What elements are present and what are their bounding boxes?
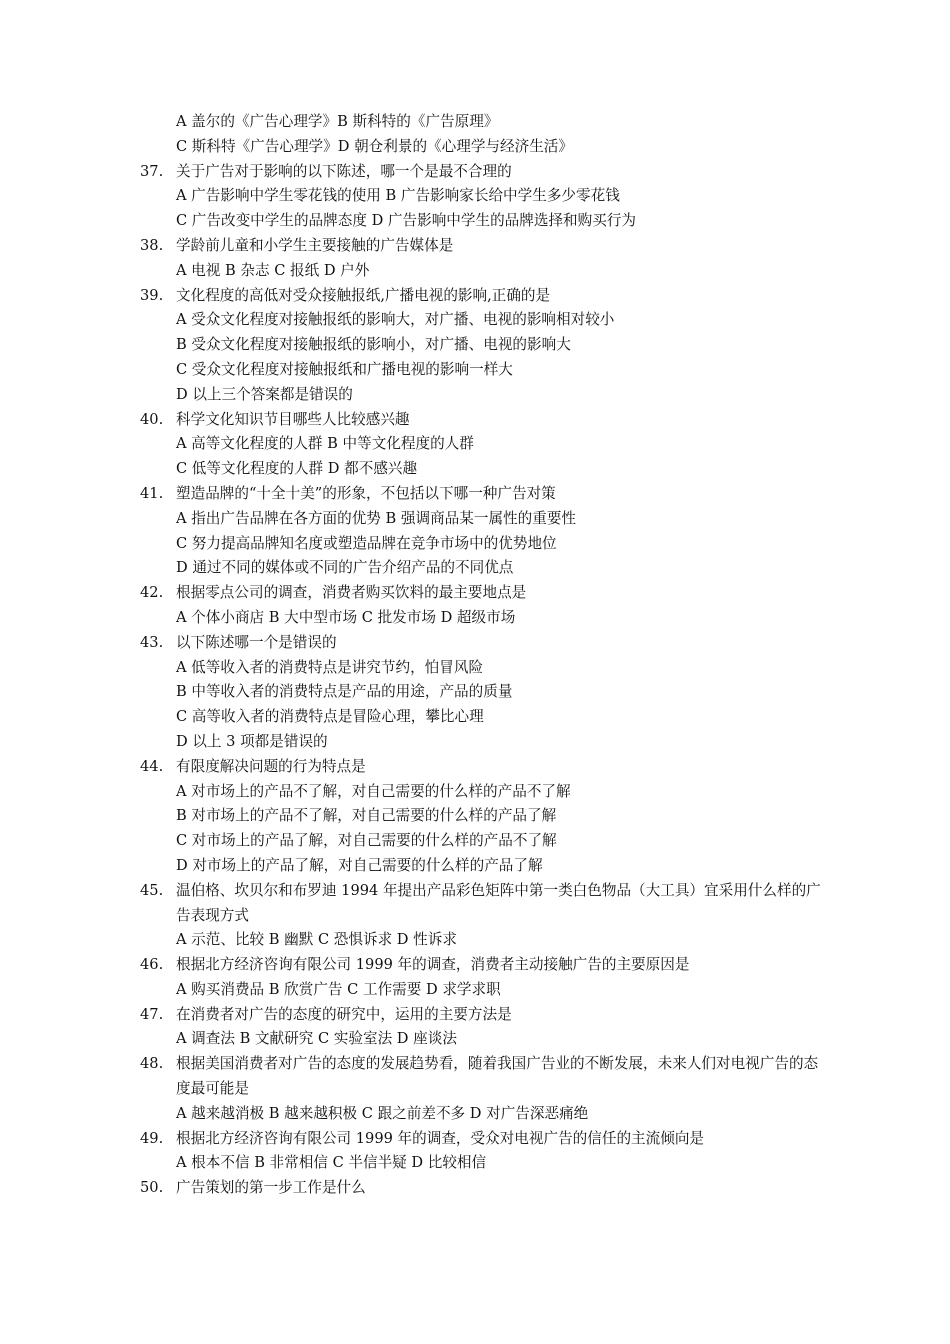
option-line: C 高等收入者的消费特点是冒险心理，攀比心理 [176, 708, 484, 726]
option-line: C 广告改变中学生的品牌态度 D 广告影响中学生的品牌选择和购买行为 [176, 212, 637, 230]
option-line: A 广告影响中学生零花钱的使用 B 广告影响家长给中学生多少零花钱 [176, 187, 620, 205]
option-line: C 努力提高品牌知名度或塑造品牌在竞争市场中的优势地位 [176, 534, 557, 552]
question-number: 42. [140, 584, 164, 602]
option-line: B 对市场上的产品不了解，对自己需要的什么样的产品了解 [176, 807, 557, 825]
question-46 [140, 953, 830, 978]
option-line: A 个体小商店 B 大中型市场 C 批发市场 D 超级市场 [176, 608, 516, 626]
option-line: A 低等收入者的消费特点是讲究节约，怕冒风险 [176, 658, 484, 676]
question-text: 有限度解决问题的行为特点是 [176, 757, 366, 775]
question-text: 学龄前儿童和小学生主要接触的广告媒体是 [176, 236, 454, 254]
question-39 [140, 284, 830, 309]
question-48 [140, 1052, 830, 1102]
question-text: 在消费者对广告的态度的研究中，运用的主要方法是 [176, 1005, 512, 1023]
question-45 [140, 879, 830, 929]
option-line: C 斯科特《广告心理学》D 朝仓利景的《心理学与经济生活》 [176, 137, 573, 155]
option-line: A 高等文化程度的人群 B 中等文化程度的人群 [176, 435, 474, 453]
question-number: 38. [140, 236, 164, 254]
option-line: A 受众文化程度对接触报纸的影响大，对广播、电视的影响相对较小 [176, 311, 615, 329]
option-line: A 盖尔的《广告心理学》B 斯科特的《广告原理》 [176, 113, 499, 130]
question-number: 39. [140, 286, 164, 304]
question-number: 50. [140, 1179, 164, 1197]
option-line: A 越来越消极 B 越来越积极 C 跟之前差不多 D 对广告深恶痛绝 [176, 1104, 589, 1122]
question-text: 根据零点公司的调查，消费者购买饮料的最主要地点是 [176, 584, 527, 602]
option-line: A 调查法 B 文献研究 C 实验室法 D 座谈法 [176, 1030, 457, 1048]
question-text: 文化程度的高低对受众接触报纸,广播电视的影响,正确的是 [176, 286, 551, 304]
question-number: 40. [140, 410, 164, 428]
question-41 [140, 482, 830, 507]
question-49 [140, 1127, 830, 1152]
option-line: D 以上 3 项都是错误的 [176, 732, 328, 750]
question-number: 45. [140, 881, 164, 899]
question-47 [140, 1003, 830, 1028]
option-line: D 以上三个答案都是错误的 [176, 385, 353, 403]
question-text: 科学文化知识节目哪些人比较感兴趣 [176, 410, 410, 428]
option-line: C 受众文化程度对接触报纸和广播电视的影响一样大 [176, 360, 513, 378]
option-line: B 受众文化程度对接触报纸的影响小，对广播、电视的影响大 [176, 336, 571, 354]
question-text: 温伯格、坎贝尔和布罗迪 1994 年提出产品彩色矩阵中第一类白色物品（大工具）宜采用什么样的广告表现方式 [176, 881, 821, 924]
question-text: 根据北方经济咨询有限公司 1999 年的调查，消费者主动接触广告的主要原因是 [176, 956, 690, 974]
question-number: 41. [140, 484, 164, 502]
option-line: A 对市场上的产品不了解，对自己需要的什么样的产品不了解 [176, 782, 571, 800]
question-text: 广告策划的第一步工作是什么 [176, 1179, 366, 1197]
option-line: C 低等文化程度的人群 D 都不感兴趣 [176, 460, 418, 478]
question-37 [140, 160, 830, 185]
option-line: C 对市场上的产品了解，对自己需要的什么样的产品不了解 [176, 832, 557, 850]
question-43 [140, 631, 830, 656]
option-line: A 电视 B 杂志 C 报纸 D 户外 [176, 261, 370, 279]
question-number: 44. [140, 757, 164, 775]
option-line: B 中等收入者的消费特点是产品的用途，产品的质量 [176, 683, 513, 701]
option-line: D 对市场上的产品了解，对自己需要的什么样的产品了解 [176, 856, 543, 874]
question-list [140, 110, 830, 1201]
question-40 [140, 408, 830, 433]
question-text: 以下陈述哪一个是错误的 [176, 633, 337, 651]
question-text: 根据美国消费者对广告的态度的发展趋势看，随着我国广告业的不断发展，未来人们对电视广告的态度最可能是 [176, 1055, 819, 1098]
question-44 [140, 755, 830, 780]
option-line: A 根本不信 B 非常相信 C 半信半疑 D 比较相信 [176, 1154, 487, 1172]
question-number: 37. [140, 162, 164, 180]
question-number: 46. [140, 956, 164, 974]
question-50 [140, 1176, 830, 1201]
question-number: 43. [140, 633, 164, 651]
question-number: 49. [140, 1129, 164, 1147]
option-line: A 示范、比较 B 幽默 C 恐惧诉求 D 性诉求 [176, 931, 457, 949]
option-line: A 指出广告品牌在各方面的优势 B 强调商品某一属性的重要性 [176, 509, 577, 527]
question-text: 根据北方经济咨询有限公司 1999 年的调查，受众对电视广告的信任的主流倾向是 [176, 1129, 705, 1147]
question-number: 48. [140, 1055, 164, 1073]
question-text: 塑造品牌的“十全十美”的形象，不包括以下哪一种广告对策 [176, 484, 556, 502]
question-38 [140, 234, 830, 259]
question-text: 关于广告对于影响的以下陈述，哪一个是最不合理的 [176, 162, 512, 180]
question-number: 47. [140, 1005, 164, 1023]
option-line: A 购买消费品 B 欣赏广告 C 工作需要 D 求学求职 [176, 980, 501, 998]
option-line: D 通过不同的媒体或不同的广告介绍产品的不同优点 [176, 559, 514, 577]
question-42 [140, 581, 830, 606]
